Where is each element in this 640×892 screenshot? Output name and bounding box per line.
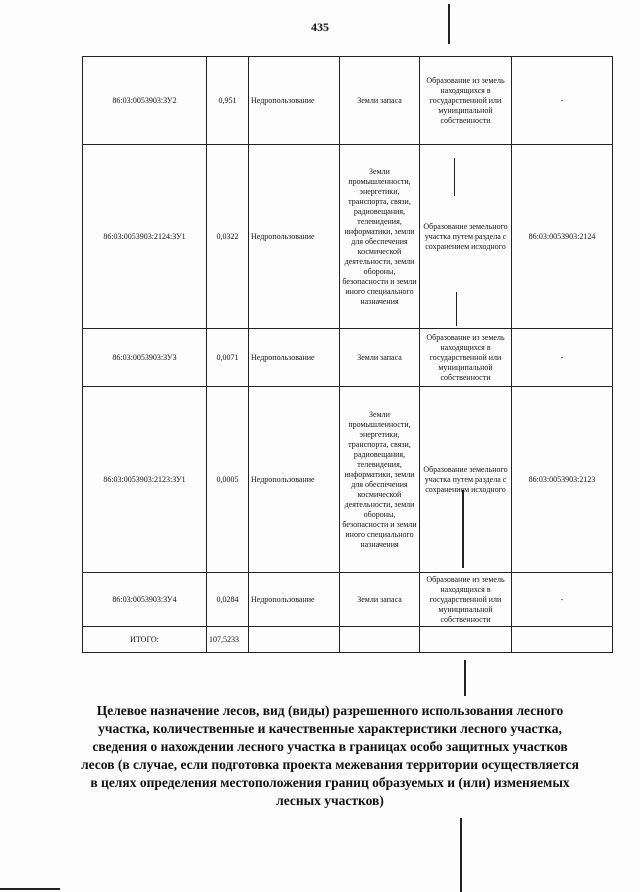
formation-method-cell: Образование земельного участка путем раздела с сохранением исходного [420, 145, 512, 329]
permitted-use-cell: Недропользование [249, 145, 340, 329]
page-number: 435 [311, 20, 329, 34]
section-heading: Целевое назначение лесов, вид (виды) разрешенного использования лесного участка, количественные и качественные характеристики лесного участка, сведения о нахождении лесного участка в границах особо защитных участков лесов (в случае, если подготовка проекта межевания территории осуществляется в целях определения местоположения границ образуемых и (или) изменяемых лесных участков) [81, 703, 579, 808]
land-category-cell: Земли промышленности, энергетики, транспорта, связи, радиовещания, телевидения, информатики, земли для обеспечения космической деятельности, земли обороны, безопасности и земли иного специального назначения [340, 145, 420, 329]
empty-cell [249, 627, 340, 653]
total-value: 107,5233 [207, 627, 249, 653]
formation-method-cell: Образование из земель находящихся в государственной или муниципальной собственности [420, 573, 512, 627]
cadastral-number-cell: 86:03:0053903:2123:ЗУ1 [83, 387, 207, 573]
formation-method-cell: Образование из земель находящихся в государственной или муниципальной собственности [420, 329, 512, 387]
table-row [83, 573, 613, 627]
formation-method-cell: Образование земельного участка путем раздела с сохранением исходного [420, 387, 512, 573]
source-plot-cell: - [512, 573, 613, 627]
source-plot-cell: - [512, 329, 613, 387]
table-row [83, 145, 613, 329]
cadastral-number-cell: 86:03:0053903:ЗУ3 [83, 329, 207, 387]
source-plot-cell: 86:03:0053903:2123 [512, 387, 613, 573]
source-plot-cell: 86:03:0053903:2124 [512, 145, 613, 329]
empty-cell [512, 627, 613, 653]
cadastral-number-cell: 86:03:0053903:ЗУ4 [83, 573, 207, 627]
source-plot-cell: - [512, 57, 613, 145]
land-plots-table [82, 56, 613, 653]
land-category-cell: Земли запаса [340, 329, 420, 387]
land-category-cell: Земли промышленности, энергетики, транспорта, связи, радиовещания, телевидения, информатики, земли для обеспечения космической деятельности, земли обороны, безопасности и земли иного специального назначения [340, 387, 420, 573]
permitted-use-cell: Недропользование [249, 329, 340, 387]
area-cell: 0,0284 [207, 573, 249, 627]
total-row [83, 627, 613, 653]
permitted-use-cell: Недропользование [249, 573, 340, 627]
cadastral-number-cell: 86:03:0053903:2124:ЗУ1 [83, 145, 207, 329]
area-cell: 0,0322 [207, 145, 249, 329]
scan-line [448, 4, 450, 44]
scan-line [460, 818, 462, 892]
table-row [83, 387, 613, 573]
permitted-use-cell: Недропользование [249, 57, 340, 145]
empty-cell [420, 627, 512, 653]
area-cell: 0,0005 [207, 387, 249, 573]
table-row [83, 57, 613, 145]
scan-line [464, 660, 466, 696]
area-cell: 0,0071 [207, 329, 249, 387]
table-row [83, 329, 613, 387]
permitted-use-cell: Недропользование [249, 387, 340, 573]
cadastral-number-cell: 86:03:0053903:ЗУ2 [83, 57, 207, 145]
land-category-cell: Земли запаса [340, 573, 420, 627]
scan-line [0, 888, 60, 890]
total-label: ИТОГО: [83, 627, 207, 653]
area-cell: 0,951 [207, 57, 249, 145]
empty-cell [340, 627, 420, 653]
land-category-cell: Земли запаса [340, 57, 420, 145]
formation-method-cell: Образование из земель находящихся в государственной или муниципальной собственности [420, 57, 512, 145]
